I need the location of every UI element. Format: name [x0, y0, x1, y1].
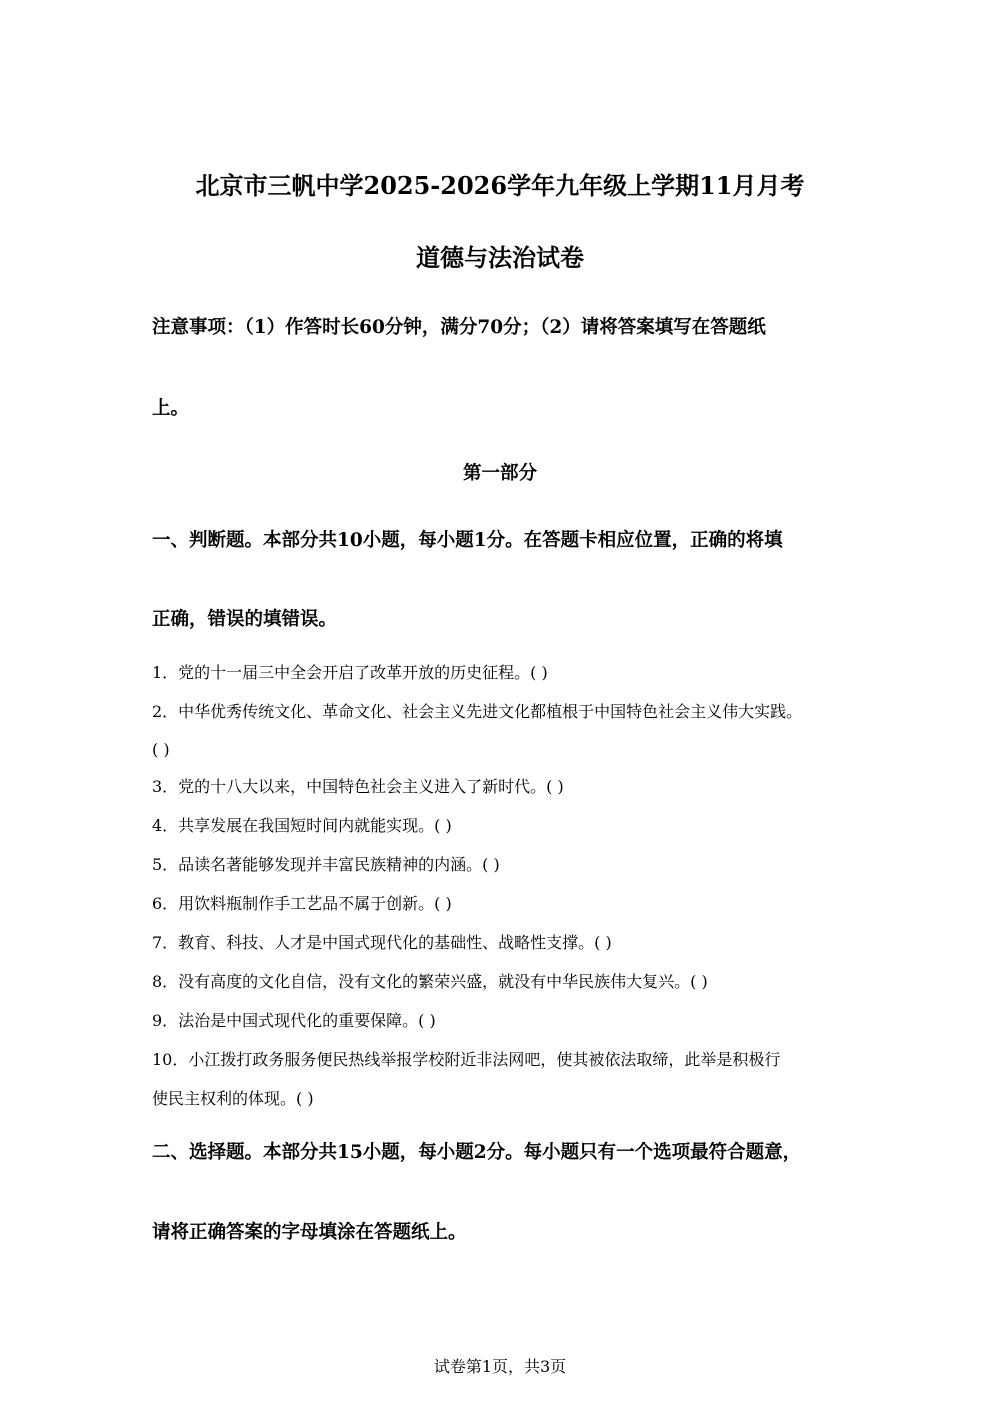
- question-item: 6．用饮料瓶制作手工艺品不属于创新。( ): [152, 894, 452, 913]
- question-item: 1．党的十一届三中全会开启了改革开放的历史征程。( ): [152, 663, 548, 682]
- question-item: 5．品读名著能够发现并丰富民族精神的内涵。( ): [152, 855, 500, 874]
- question-item: 3．党的十八大以来，中国特色社会主义进入了新时代。( ): [152, 777, 564, 796]
- question-item-continued: ( ): [152, 740, 170, 759]
- notice-text: 注意事项：（1）作答时长60分钟，满分70分；（2）请将答案填写在答题纸: [152, 317, 766, 338]
- question-item: 7．教育、科技、人才是中国式现代化的基础性、战略性支撑。( ): [152, 933, 612, 952]
- question-item: 4．共享发展在我国短时间内就能实现。( ): [152, 816, 452, 835]
- question-item: 9．法治是中国式现代化的重要保障。( ): [152, 1011, 436, 1030]
- exam-subject-title: 道德与法治试卷: [416, 243, 584, 272]
- section-heading-true-false: 一、判断题。本部分共10小题，每小题1分。在答题卡相应位置，正确的将填: [152, 530, 783, 551]
- page-footer: 试卷第1页，共3页: [433, 1357, 567, 1376]
- section-heading-multiple-choice-continued: 请将正确答案的字母填涂在答题纸上。: [152, 1222, 467, 1243]
- part-heading: 第一部分: [462, 463, 537, 484]
- question-item: 8．没有高度的文化自信，没有文化的繁荣兴盛，就没有中华民族伟大复兴。( ): [152, 972, 708, 991]
- notice-text-continued: 上。: [152, 398, 190, 419]
- exam-title: 北京市三帆中学2025-2026学年九年级上学期11月月考: [195, 171, 805, 200]
- question-item: 2．中华优秀传统文化、革命文化、社会主义先进文化都植根于中国特色社会主义伟大实践。: [152, 702, 803, 721]
- question-item: 10．小江拨打政务服务便民热线举报学校附近非法网吧，使其被依法取缔，此举是积极行: [152, 1050, 781, 1069]
- question-item-continued: 使民主权利的体现。( ): [152, 1089, 314, 1108]
- section-heading-multiple-choice: 二、选择题。本部分共15小题，每小题2分。每小题只有一个选项最符合题意，: [152, 1142, 802, 1163]
- section-heading-true-false-continued: 正确，错误的填错误。: [152, 609, 338, 630]
